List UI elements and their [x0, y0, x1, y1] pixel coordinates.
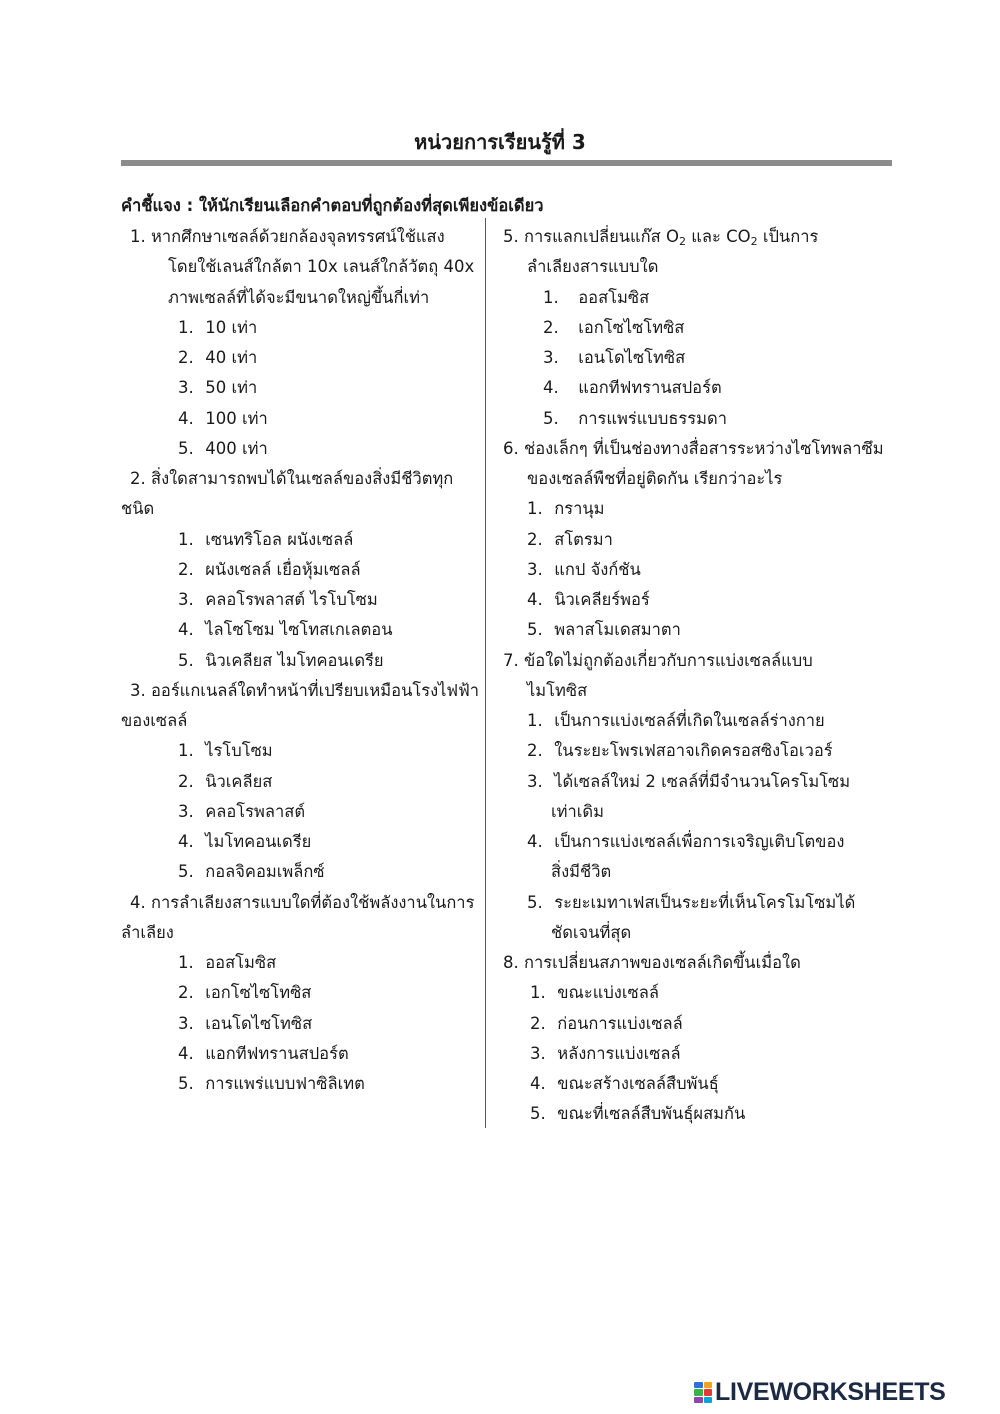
answer-option[interactable] — [130, 827, 480, 857]
question-text: ลำเลียงสารแบบใด — [527, 257, 659, 277]
answer-option[interactable] — [130, 646, 480, 676]
option-label: คลอโรพลาสต์ — [205, 801, 306, 821]
option-label: ได้เซลล์ใหม่ 2 เซลล์ที่มีจำนวนโครโมโซม — [554, 771, 851, 791]
option-label: ออสโมซิส — [578, 287, 650, 307]
option-label: สโตรมา — [554, 529, 613, 549]
answer-option[interactable] — [503, 736, 893, 766]
subscript: 2 — [750, 235, 758, 248]
option-number: 3. — [527, 771, 543, 791]
subscript: 2 — [678, 235, 686, 248]
option-label: การแพร่แบบฟาซิลิเทต — [205, 1074, 365, 1093]
question-text: ข้อใดไม่ถูกต้องเกี่ยวกับการแบ่งเซลล์แบบ — [524, 650, 813, 670]
answer-option[interactable] — [130, 404, 480, 434]
option-number: 2. — [527, 741, 543, 761]
option-number: 2. — [530, 1013, 546, 1033]
option-number: 3. — [543, 348, 559, 367]
question-text: เป็นการ — [757, 227, 819, 246]
option-label: ก่อนการแบ่งเซลล์ — [557, 1013, 683, 1033]
option-number: 5. — [527, 620, 543, 640]
option-label: 10 เท่า — [205, 317, 258, 337]
option-label: เซนทริโอล ผนังเซลล์ — [205, 529, 354, 549]
answer-option[interactable] — [130, 978, 480, 1008]
question-number: 2. — [130, 469, 146, 488]
answer-option[interactable] — [130, 525, 480, 555]
question-6 — [503, 434, 893, 646]
answer-option[interactable] — [503, 585, 893, 615]
option-label: ไมโทคอนเดรีย — [205, 832, 312, 851]
option-label: เอนโดไซโทซิส — [205, 1013, 313, 1033]
question-7 — [503, 646, 893, 949]
question-text: ภาพเซลล์ที่ได้จะมีขนาดใหญ่ขึ้นกี่เท่า — [168, 287, 430, 307]
option-number: 4. — [530, 1074, 546, 1093]
question-number: 1. — [130, 227, 146, 246]
option-label: นิวเคลียส ไมโทคอนเดรีย — [205, 650, 384, 670]
option-label: พลาสโมเดสมาตา — [554, 620, 681, 640]
question-number: 7. — [503, 650, 519, 670]
option-number: 1. — [178, 953, 194, 972]
question-text: ลำเลียง — [121, 922, 174, 942]
question-number: 6. — [503, 438, 519, 458]
option-number: 5. — [178, 650, 194, 670]
option-number: 1. — [543, 287, 559, 307]
question-text: ของเซลล์พืชที่อยู่ติดกัน เรียกว่าอะไร — [527, 469, 783, 488]
answer-option[interactable] — [503, 615, 893, 645]
answer-option[interactable] — [503, 1069, 893, 1099]
option-number: 3. — [178, 801, 194, 821]
answer-option[interactable] — [130, 313, 480, 343]
answer-option[interactable] — [503, 313, 893, 343]
option-number: 5. — [530, 1104, 546, 1124]
option-number: 3. — [178, 378, 194, 398]
question-text: ของเซลล์ — [121, 711, 188, 730]
answer-option[interactable] — [130, 797, 480, 827]
option-label: เอกโซไซโทซิส — [205, 983, 312, 1003]
answer-option[interactable] — [503, 978, 893, 1008]
answer-option[interactable] — [130, 615, 480, 645]
option-label: เป็นการแบ่งเซลล์ที่เกิดในเซลล์ร่างกาย — [554, 711, 825, 730]
option-label: นิวเคลียส — [205, 771, 273, 791]
answer-option[interactable] — [503, 888, 893, 918]
option-label: ไรโบโซม — [205, 741, 273, 761]
option-number: 4. — [178, 620, 194, 640]
option-number: 3. — [527, 559, 543, 579]
option-number: 1. — [178, 317, 194, 337]
answer-option[interactable] — [130, 1009, 480, 1039]
logo-block — [704, 1389, 713, 1396]
page-title: หน่วยการเรียนรู้ที่ 3 — [414, 130, 586, 154]
option-label: กรานุม — [554, 499, 605, 519]
left-column — [121, 222, 480, 1099]
answer-option[interactable] — [130, 434, 480, 464]
question-5 — [503, 222, 893, 434]
answer-option[interactable] — [130, 1039, 480, 1069]
logo-block — [694, 1397, 703, 1404]
option-label: 40 เท่า — [205, 348, 258, 367]
option-number: 4. — [527, 590, 543, 609]
answer-option[interactable] — [503, 404, 893, 434]
option-label: กอลจิคอมเพล็กซ์ — [205, 862, 325, 882]
answer-option[interactable] — [503, 767, 893, 797]
option-number: 2. — [178, 771, 194, 791]
option-label: 100 เท่า — [205, 408, 268, 428]
question-1 — [130, 222, 480, 464]
answer-option[interactable] — [503, 525, 893, 555]
option-number: 2. — [178, 559, 194, 579]
option-label: ไลโซโซม ไซโทสเกเลตอน — [205, 620, 393, 640]
column-divider — [485, 218, 486, 1128]
answer-option[interactable] — [503, 1099, 893, 1129]
option-number: 5. — [178, 862, 194, 882]
option-number: 1. — [527, 711, 543, 730]
logo-block — [704, 1382, 713, 1389]
option-number: 1. — [178, 529, 194, 549]
answer-option[interactable] — [130, 767, 480, 797]
answer-option[interactable] — [130, 585, 480, 615]
option-number: 5. — [543, 408, 559, 428]
question-4 — [121, 888, 480, 1100]
option-label: การแพร่แบบธรรมดา — [578, 408, 727, 428]
option-number: 3. — [530, 1043, 546, 1063]
option-label: นิวเคลียร์พอร์ — [554, 590, 650, 609]
option-label-continued: ชัดเจนที่สุด — [551, 922, 632, 942]
option-label: ในระยะโพรเฟสอาจเกิดครอสซิงโอเวอร์ — [554, 741, 833, 761]
question-text: การแลกเปลี่ยนแก๊ส O — [524, 227, 679, 246]
logo-block — [694, 1389, 703, 1396]
question-8 — [503, 948, 893, 1130]
question-2 — [121, 464, 480, 676]
option-number: 4. — [178, 408, 194, 428]
option-label: ผนังเซลล์ เยื่อหุ้มเซลล์ — [205, 559, 361, 579]
question-text: การลำเลียงสารแบบใดที่ต้องใช้พลังงานในการ — [151, 892, 475, 912]
option-label: ระยะเมทาเฟสเป็นระยะที่เห็นโครโมโซมได้ — [554, 892, 856, 912]
question-text: หากศึกษาเซลล์ด้วยกล้องจุลทรรศน์ใช้แสง — [151, 227, 445, 246]
question-text: และ CO — [685, 227, 751, 246]
option-label: ขณะแบ่งเซลล์ — [557, 983, 659, 1003]
option-label: 50 เท่า — [205, 378, 258, 398]
option-label: แกป จังก์ชัน — [554, 559, 641, 579]
option-label: เอกโซไซโทซิส — [578, 317, 685, 337]
option-number: 2. — [178, 983, 194, 1003]
question-text: ช่องเล็กๆ ที่เป็นช่องทางสื่อสารระหว่างไซโทพลาซึม — [524, 438, 884, 458]
question-text: ออร์แกเนลล์ใดทำหน้าที่เปรียบเหมือนโรงไฟฟ้า — [151, 680, 480, 700]
option-label: ขณะสร้างเซลล์สืบพันธุ์ — [557, 1074, 719, 1093]
question-number: 3. — [130, 680, 146, 700]
question-stem — [503, 646, 893, 676]
question-stem — [503, 948, 893, 978]
option-number: 4. — [527, 832, 543, 851]
liveworksheets-logo — [694, 1378, 946, 1407]
question-text: การเปลี่ยนสภาพของเซลล์เกิดขึ้นเมื่อใด — [524, 953, 801, 972]
option-number: 1. — [527, 499, 543, 519]
logo-block — [694, 1382, 703, 1389]
option-number: 1. — [530, 983, 546, 1003]
question-stem — [130, 464, 480, 494]
option-label-continued: สิ่งมีชีวิต — [551, 862, 612, 882]
option-label: ขณะที่เซลล์สืบพันธุ์ผสมกัน — [557, 1104, 746, 1124]
option-label: ออสโมซิส — [205, 953, 277, 972]
answer-option[interactable] — [130, 736, 480, 766]
instruction-text: คำชี้แจง : ให้นักเรียนเลือกคำตอบที่ถูกต้องที่สุดเพียงข้อเดียว — [121, 196, 544, 215]
answer-option[interactable] — [130, 948, 480, 978]
question-text: โดยใช้เลนส์ใกล้ตา 10x เลนส์ใกล้วัตถุ 40x — [168, 257, 475, 277]
answer-option[interactable] — [130, 373, 480, 403]
option-label: แอกทีฟทรานสปอร์ต — [578, 378, 722, 398]
option-number: 4. — [543, 378, 559, 398]
option-label: เอนโดไซโทซิส — [578, 348, 686, 367]
right-column — [503, 222, 893, 1130]
answer-option[interactable] — [130, 343, 480, 373]
answer-option[interactable] — [503, 343, 893, 373]
answer-option[interactable] — [503, 706, 893, 736]
question-stem — [130, 676, 480, 706]
option-number: 5. — [527, 892, 543, 912]
option-number: 1. — [178, 741, 194, 761]
answer-option[interactable] — [503, 283, 893, 313]
question-text: สิ่งใดสามารถพบได้ในเซลล์ของสิ่งมีชีวิตทุก — [151, 469, 454, 488]
answer-option[interactable] — [503, 494, 893, 524]
option-number: 3. — [178, 1013, 194, 1033]
liveworksheets-logo-icon — [694, 1382, 712, 1404]
title-rule — [121, 160, 892, 166]
question-text: ไมโทซิส — [527, 680, 588, 700]
option-label-continued: เท่าเดิม — [551, 801, 605, 821]
option-label: แอกทีฟทรานสปอร์ต — [205, 1043, 349, 1063]
option-number: 3. — [178, 590, 194, 609]
option-number: 2. — [527, 529, 543, 549]
answer-option[interactable] — [130, 1069, 480, 1099]
option-label: 400 เท่า — [205, 438, 268, 458]
question-number: 5. — [503, 227, 519, 246]
question-3 — [121, 676, 480, 888]
answer-option[interactable] — [503, 1009, 893, 1039]
answer-option[interactable] — [503, 827, 893, 857]
answer-option[interactable] — [503, 1039, 893, 1069]
option-number: 4. — [178, 1043, 194, 1063]
option-label: หลังการแบ่งเซลล์ — [557, 1043, 681, 1063]
option-number: 5. — [178, 1074, 194, 1093]
option-number: 5. — [178, 438, 194, 458]
option-number: 2. — [543, 317, 559, 337]
answer-option[interactable] — [503, 373, 893, 403]
answer-option[interactable] — [130, 857, 480, 887]
question-stem — [503, 434, 893, 464]
question-number: 4. — [130, 892, 146, 912]
question-stem — [130, 222, 480, 252]
question-text: ชนิด — [121, 499, 155, 519]
option-number: 2. — [178, 348, 194, 367]
answer-option[interactable] — [503, 555, 893, 585]
logo-text: LIVEWORKSHEETS — [715, 1378, 946, 1406]
option-number: 4. — [178, 832, 194, 851]
question-stem — [503, 222, 893, 252]
question-number: 8. — [503, 953, 519, 972]
option-label: เป็นการแบ่งเซลล์เพื่อการเจริญเติบโตของ — [554, 832, 845, 851]
logo-block — [704, 1397, 713, 1404]
answer-option[interactable] — [130, 555, 480, 585]
question-stem — [130, 888, 480, 918]
option-label: คลอโรพลาสต์ ไรโบโซม — [205, 590, 378, 609]
